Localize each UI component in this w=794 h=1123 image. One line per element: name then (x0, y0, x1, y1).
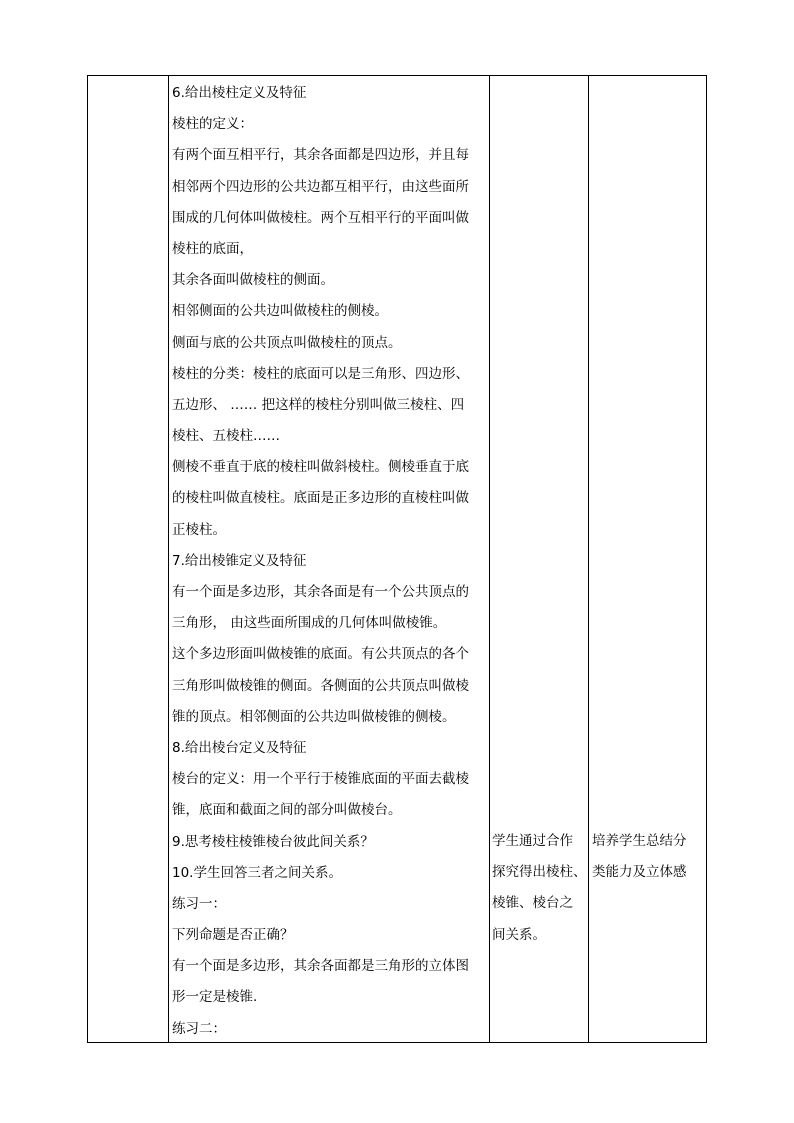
text-line: 锥的顶点。相邻侧面的公共边叫做棱锥的侧棱。 (172, 708, 456, 725)
text-line: 五边形、 …… 把这样的棱柱分别叫做三棱柱、四 (172, 396, 465, 413)
text-line: 侧棱不垂直于底的棱柱叫做斜棱柱。侧棱垂直于底 (172, 459, 469, 476)
column-divider (168, 76, 169, 1042)
text-line: 有一个面是多边形，其余各面都是三角形的立体图 (172, 958, 469, 975)
text-line: 6.给出棱柱定义及特征 (172, 85, 307, 101)
text-line: 有一个面是多边形，其余各面是有一个公共顶点的 (172, 584, 469, 600)
text-line: 棱柱、五棱柱…… (172, 428, 280, 445)
text-line: 的棱柱叫做直棱柱。底面是正多边形的直棱柱叫做 (172, 490, 469, 507)
text-line: 9.思考棱柱棱锥棱台彼此间关系？ (172, 833, 374, 850)
text-line: 有两个面互相平行，其余各面都是四边形，并且每 (172, 147, 469, 164)
text-line: 侧面与底的公共顶点叫做棱柱的顶点。 (172, 334, 402, 351)
text-line: 类能力及立体感 (592, 864, 687, 881)
column-divider (588, 76, 589, 1042)
text-line: 相邻侧面的公共边叫做棱柱的侧棱。 (172, 303, 388, 320)
design-intent-cell (592, 826, 702, 888)
text-line: 间关系。 (492, 926, 546, 943)
lesson-table (87, 75, 707, 1043)
text-line: 三角形叫做棱锥的侧面。各侧面的公共顶点叫做棱 (172, 677, 469, 694)
text-line: 棱柱的底面， (172, 240, 253, 257)
text-line: 学生通过合作 (492, 833, 573, 849)
text-line: 形一定是棱锥. (172, 989, 258, 1006)
column-divider (489, 76, 490, 1042)
text-line: 棱锥、棱台之 (492, 895, 573, 912)
text-line: 棱台的定义：用一个平行于棱锥底面的平面去截棱 (172, 771, 469, 788)
text-line: 8.给出棱台定义及特征 (172, 739, 307, 756)
text-line: 围成的几何体叫做棱柱。两个互相平行的平面叫做 (172, 209, 469, 226)
text-line: 棱柱的定义： (172, 116, 253, 133)
student-activity-cell (492, 826, 588, 951)
text-line: 相邻两个四边形的公共边都互相平行，由这些面所 (172, 178, 469, 195)
text-line: 棱柱的分类：棱柱的底面可以是三角形、四边形、 (172, 365, 469, 382)
text-line: 10.学生回答三者之间关系。 (172, 864, 342, 881)
text-line: 探究得出棱柱、 (492, 864, 587, 881)
text-line: 锥，底面和截面之间的部分叫做棱台。 (172, 802, 402, 819)
text-line: 这个多边形面叫做棱锥的底面。有公共顶点的各个 (172, 646, 469, 663)
text-line: 三角形， 由这些面所围成的几何体叫做棱锥。 (172, 615, 447, 632)
text-line: 正棱柱。 (172, 521, 226, 538)
text-line: 其余各面叫做棱柱的侧面。 (172, 272, 334, 289)
text-line: 练习一： (172, 895, 226, 912)
text-line: 练习二： (172, 1020, 226, 1037)
text-line: 7.给出棱锥定义及特征 (172, 552, 307, 569)
teaching-content-cell (172, 78, 484, 1045)
text-line: 培养学生总结分 (592, 833, 687, 849)
text-line: 下列命题是否正确？ (172, 927, 294, 944)
